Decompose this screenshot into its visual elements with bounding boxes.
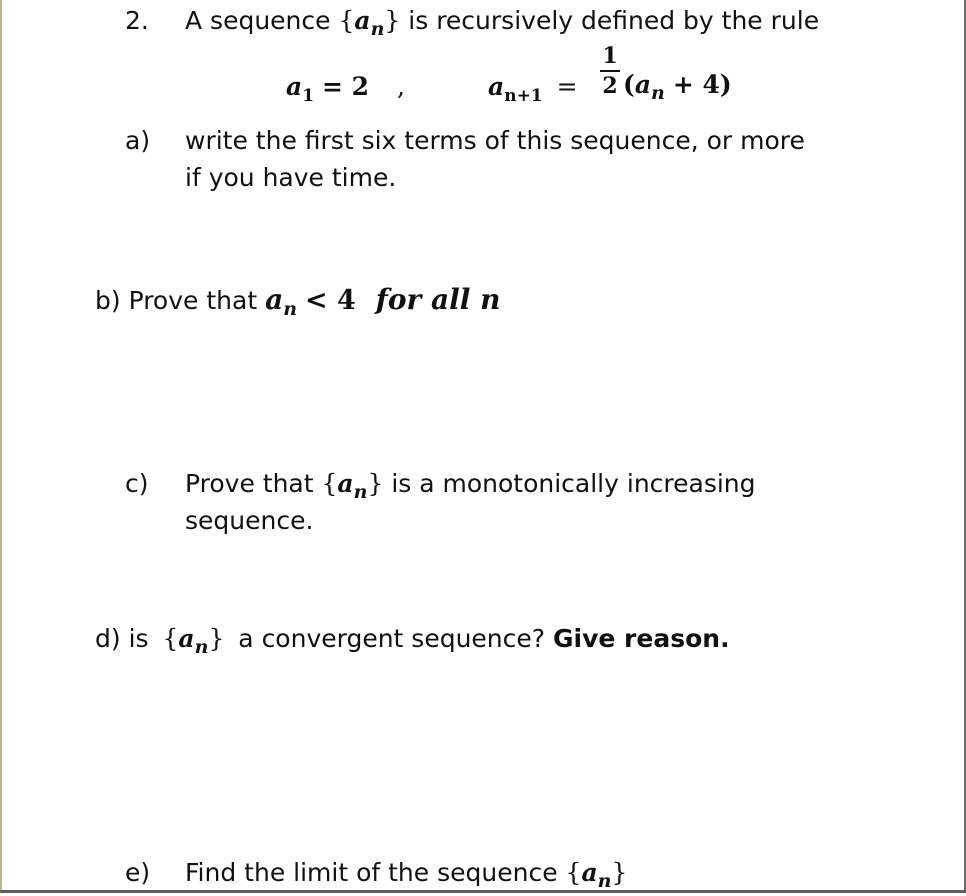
part-d-sequence-symbol: $\{a_n\}$ — [162, 624, 225, 658]
part-a-label: a) — [125, 126, 151, 155]
part-e-line — [185, 858, 627, 896]
part-a-line2: if you have time. — [185, 163, 397, 192]
part-e-label: e) — [125, 858, 151, 887]
left-border — [0, 0, 2, 893]
recurrence-rhs: $(a_n + 4)$ — [623, 70, 732, 104]
part-d — [95, 624, 730, 662]
part-c-sequence-symbol: $\{a_n\}$ — [321, 469, 384, 503]
part-c-line1 — [185, 469, 756, 507]
part-e-sequence-symbol: $\{a_n\}$ — [565, 858, 628, 892]
part-a-line1: write the first six terms of this sequence, or more — [185, 126, 805, 155]
sequence-symbol: $\{a_n\}$ — [338, 6, 401, 40]
part-d-post: a convergent sequence? — [238, 624, 546, 653]
part-c-post: is a monotonically increasing — [391, 469, 756, 498]
one-half-fraction — [600, 44, 620, 98]
initial-term-equation: $a_1 = 2$ , — [286, 72, 405, 106]
part-c-label: c) — [125, 469, 149, 498]
part-b-var: a — [265, 283, 284, 316]
question-number: 2. — [125, 6, 149, 35]
fraction-denominator: 2 — [602, 73, 618, 99]
part-b — [95, 285, 501, 324]
part-d-prefix: d) is — [95, 624, 149, 653]
fraction-bar — [600, 70, 620, 72]
part-b-prefix: b) Prove that — [95, 286, 258, 315]
part-e-text: Find the limit of the sequence — [185, 858, 558, 887]
part-c-line2: sequence. — [185, 506, 314, 535]
part-b-sub: n — [283, 298, 298, 320]
fraction-numerator: 1 — [602, 43, 618, 69]
part-b-tail: for all n — [375, 283, 501, 316]
part-b-rel: < 4 — [305, 285, 356, 316]
part-c-pre: Prove that — [185, 469, 314, 498]
intro-text: A sequence — [185, 6, 331, 35]
intro-tail: is recursively defined by the rule — [408, 6, 820, 35]
question-intro — [185, 6, 819, 44]
recurrence-lhs: $a_{n+1}$ = — [488, 72, 578, 106]
part-d-bold: Give reason. — [553, 624, 730, 653]
